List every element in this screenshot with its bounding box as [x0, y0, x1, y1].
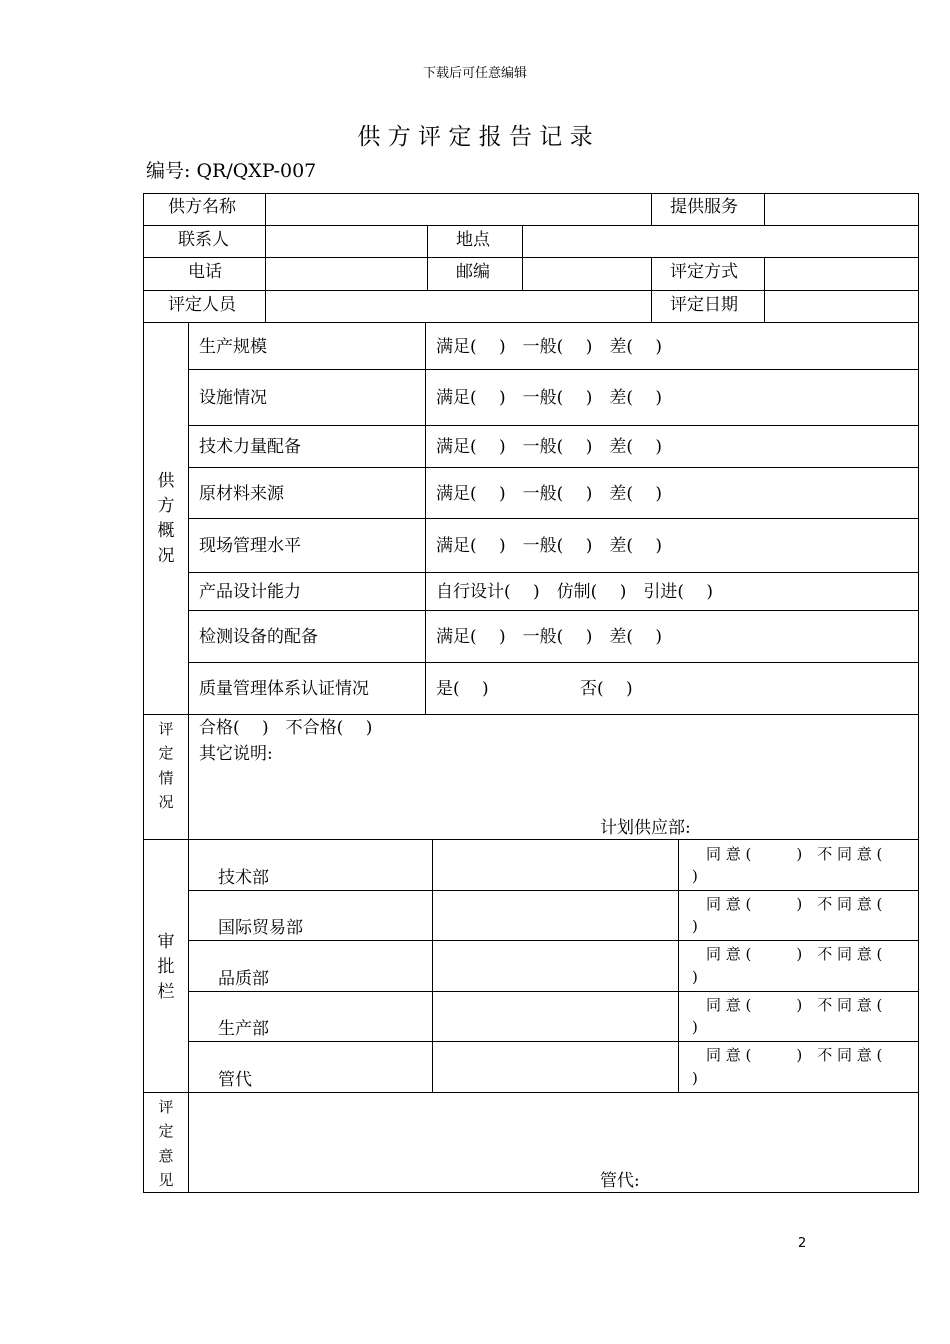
overview-options-certification-no: 否( ) — [580, 679, 633, 699]
phone-label: 电话 — [188, 262, 222, 282]
location-label: 地点 — [456, 230, 490, 250]
approval-dept-quality: 品质部 — [218, 969, 269, 989]
approval-close-trade: ) — [692, 917, 698, 935]
overview-item-scale: 生产规模 — [199, 337, 267, 357]
overview-item-design: 产品设计能力 — [199, 582, 301, 602]
eval-date-label: 评定日期 — [670, 295, 738, 315]
approval-close-production: ) — [692, 1018, 698, 1036]
approval-dept-technical: 技术部 — [218, 868, 269, 888]
overview-options-testing: 满足( ) 一般( ) 差( ) — [436, 627, 663, 647]
overview-options-design: 自行设计( ) 仿制( ) 引进( ) — [436, 582, 714, 602]
overview-item-technical: 技术力量配备 — [199, 437, 301, 457]
approval-dept-production: 生产部 — [218, 1019, 269, 1039]
document-number: 编号: QR/QXP-007 — [146, 160, 317, 182]
contact-label: 联系人 — [178, 230, 229, 250]
page-number: 2 — [798, 1236, 807, 1251]
overview-item-testing: 检测设备的配备 — [199, 627, 318, 647]
overview-options-materials: 满足( ) 一般( ) 差( ) — [436, 484, 663, 504]
approval-agree-management-rep: 同 意 ( ) 不 同 意 ( — [706, 1046, 883, 1064]
overview-item-certification: 质量管理体系认证情况 — [199, 679, 369, 699]
approval-dept-management-rep: 管代 — [218, 1070, 252, 1090]
header-note: 下载后可任意编辑 — [422, 66, 527, 81]
overview-item-site-management: 现场管理水平 — [199, 536, 301, 556]
approval-close-quality: ) — [692, 968, 698, 986]
service-label: 提供服务 — [670, 197, 738, 217]
overview-options-facilities: 满足( ) 一般( ) 差( ) — [436, 388, 663, 408]
evaluators-label: 评定人员 — [168, 295, 236, 315]
overview-item-facilities: 设施情况 — [199, 388, 267, 408]
overview-item-materials: 原材料来源 — [199, 484, 284, 504]
page-title: 供 方 评 定 报 告 记 录 — [357, 124, 593, 150]
evaluation-other-notes: 其它说明: — [199, 744, 273, 764]
overview-options-certification-yes: 是( ) — [436, 679, 489, 699]
evaluation-result: 合格( ) 不合格( ) — [199, 718, 373, 738]
approval-agree-technical: 同 意 ( ) 不 同 意 ( — [706, 845, 883, 863]
approval-close-management-rep: ) — [692, 1069, 698, 1087]
supplier-name-label: 供方名称 — [168, 197, 236, 217]
postcode-label: 邮编 — [456, 262, 490, 282]
approval-close-technical: ) — [692, 867, 698, 885]
overview-options-site-management: 满足( ) 一般( ) 差( ) — [436, 536, 663, 556]
overview-options-technical: 满足( ) 一般( ) 差( ) — [436, 437, 663, 457]
eval-method-label: 评定方式 — [670, 262, 738, 282]
evaluation-signer: 计划供应部: — [600, 818, 691, 838]
approval-agree-quality: 同 意 ( ) 不 同 意 ( — [706, 945, 883, 963]
approval-agree-production: 同 意 ( ) 不 同 意 ( — [706, 996, 883, 1014]
overview-options-scale: 满足( ) 一般( ) 差( ) — [436, 337, 663, 357]
approval-dept-trade: 国际贸易部 — [218, 918, 303, 938]
opinion-signer: 管代: — [600, 1171, 640, 1191]
approval-agree-trade: 同 意 ( ) 不 同 意 ( — [706, 895, 883, 913]
